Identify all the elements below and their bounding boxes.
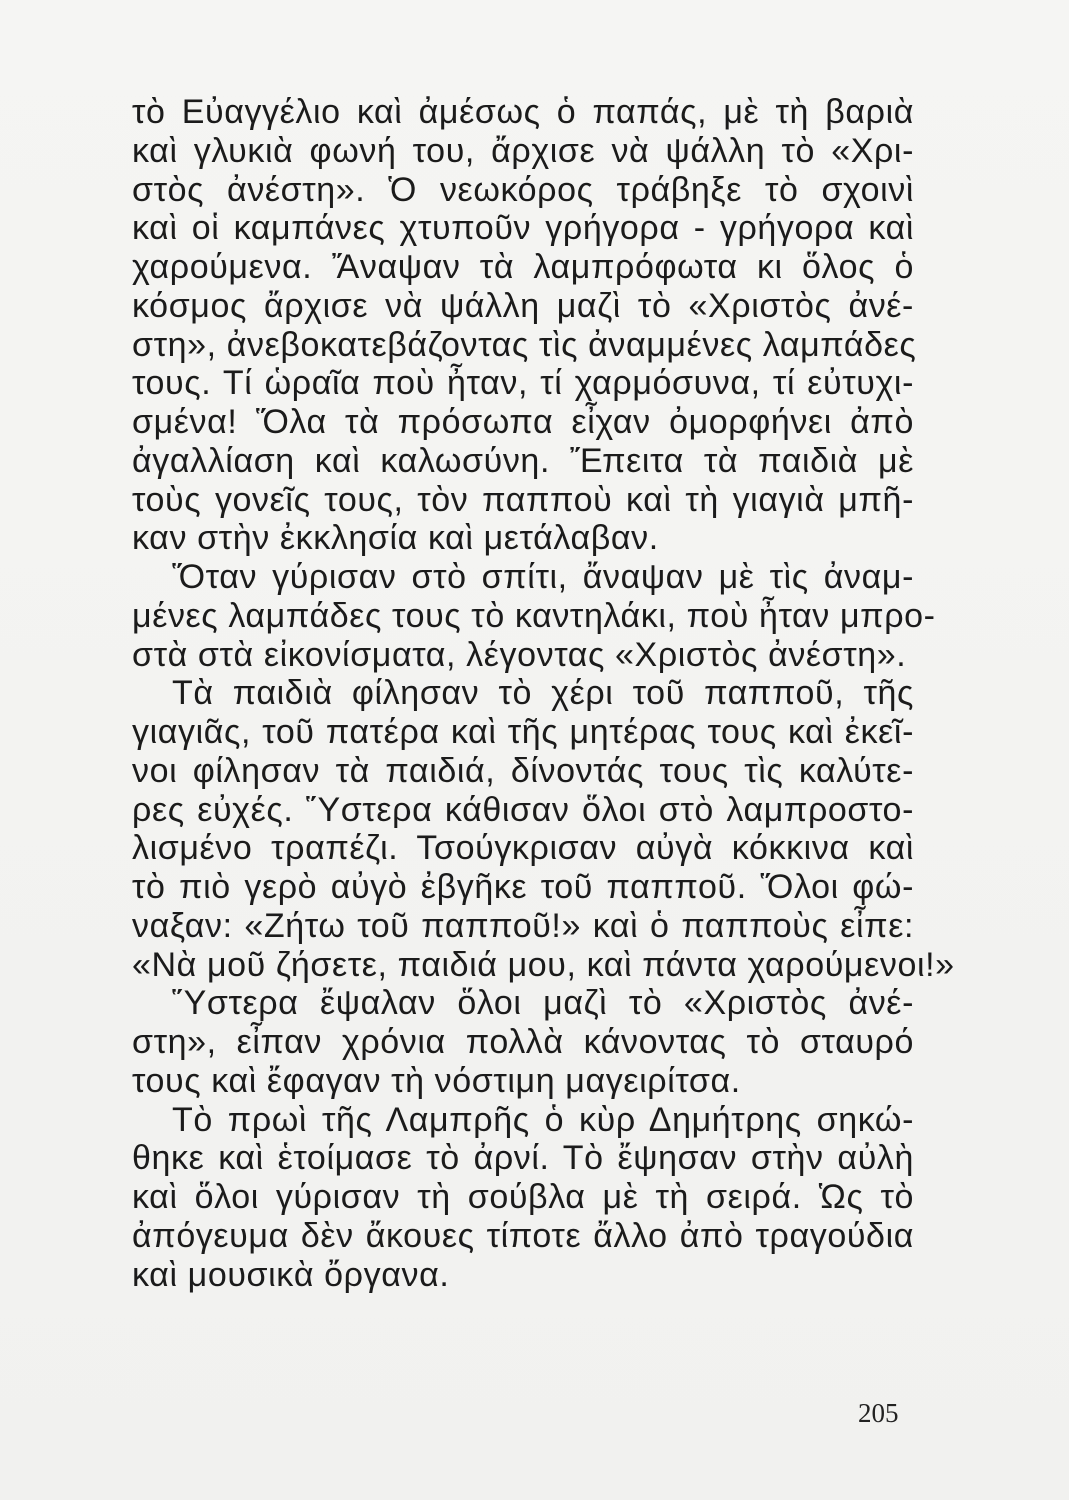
text-line: στη», εἶπαν χρόνια πολλὰ κάνοντας τὸ σταυρό bbox=[132, 1023, 914, 1061]
text-line: μένες λαμπάδες τους τὸ καντηλάκι, ποὺ ἦταν μπρο- bbox=[132, 596, 936, 635]
text-line: στὰ στὰ εἰκονίσματα, λέγοντας «Χριστὸς ἀνέστη». bbox=[132, 635, 907, 674]
text-line: τους καὶ ἔφαγαν τὴ νόστιμη μαγειρίτσα. bbox=[132, 1061, 741, 1100]
text-line: τοὺς γονεῖς τους, τὸν παπποὺ καὶ τὴ γιαγιὰ μπῆ- bbox=[132, 480, 914, 519]
text-line: χαρούμενα. Ἄναψαν τὰ λαμπρόφωτα κι ὅλος ὁ bbox=[132, 248, 914, 286]
text-line: γιαγιᾶς, τοῦ πατέρα καὶ τῆς μητέρας τους καὶ ἐκεῖ- bbox=[132, 713, 914, 751]
text-line: καὶ μουσικὰ ὄργανα. bbox=[132, 1255, 450, 1294]
text-line: Τὸ πρωὶ τῆς Λαμπρῆς ὁ κὺρ Δημήτρης σηκώ- bbox=[172, 1100, 914, 1139]
text-line: καὶ οἱ καμπάνες χτυποῦν γρήγορα - γρήγορα καὶ bbox=[132, 209, 914, 248]
text-line: Ὕστερα ἔψαλαν ὅλοι μαζὶ τὸ «Χριστὸς ἀνέ- bbox=[172, 984, 914, 1023]
text-line: «Νὰ μοῦ ζήσετε, παιδιά μου, καὶ πάντα χαρούμενοι!» bbox=[132, 945, 955, 984]
text-line: νοι φίλησαν τὰ παιδιά, δίνοντάς τους τὶς καλύτε- bbox=[132, 751, 914, 790]
text-line: σμένα! Ὅλα τὰ πρόσωπα εἶχαν ὀμορφήνει ἀπὸ bbox=[132, 403, 914, 441]
text-line: στη», ἀνεβοκατεβάζοντας τὶς ἀναμμένες λαμπάδες bbox=[132, 325, 917, 364]
text-line: ἀγαλλίαση καὶ καλωσύνη. Ἔπειτα τὰ παιδιὰ μὲ bbox=[132, 441, 914, 480]
text-line: τους. Τί ὡραῖα ποὺ ἦταν, τί χαρμόσυνα, τί εὐτυχι- bbox=[132, 364, 914, 403]
text-line: καὶ γλυκιὰ φωνή του, ἄρχισε νὰ ψάλλη τὸ «Χρι- bbox=[132, 131, 914, 170]
text-line: θηκε καὶ ἑτοίμασε τὸ ἀρνί. Τὸ ἔψησαν στὴν αὐλὴ bbox=[132, 1139, 914, 1178]
text-line: λισμένο τραπέζι. Τσούγκρισαν αὐγὰ κόκκινα καὶ bbox=[132, 829, 914, 868]
text-line: ἀπόγευμα δὲν ἄκουες τίποτε ἄλλο ἀπὸ τραγούδια bbox=[132, 1216, 914, 1255]
text-line: τὸ Εὐαγγέλιο καὶ ἀμέσως ὁ παπάς, μὲ τὴ βαριὰ bbox=[132, 93, 914, 131]
text-line: στὸς ἀνέστη». Ὁ νεωκόρος τράβηξε τὸ σχοινὶ bbox=[132, 170, 914, 209]
text-line: κόσμος ἄρχισε νὰ ψάλλη μαζὶ τὸ «Χριστὸς ἀνέ- bbox=[132, 286, 914, 325]
text-line: καν στὴν ἐκκλησία καὶ μετάλαβαν. bbox=[132, 519, 659, 558]
text-line: ναξαν: «Ζήτω τοῦ παπποῦ!» καὶ ὁ παπποὺς εἶπε: bbox=[132, 906, 914, 945]
text-line: καὶ ὅλοι γύρισαν τὴ σούβλα μὲ τὴ σειρά. Ὡς τὸ bbox=[132, 1178, 914, 1216]
body-text bbox=[132, 93, 955, 1294]
text-line: τὸ πιὸ γερὸ αὐγὸ ἐβγῆκε τοῦ παπποῦ. Ὅλοι φώ- bbox=[132, 868, 914, 906]
page-number: 205 bbox=[858, 1398, 899, 1428]
text-line: Ὅταν γύρισαν στὸ σπίτι, ἄναψαν μὲ τὶς ἀναμ- bbox=[172, 558, 914, 596]
text-line: ρες εὐχές. Ὕστερα κάθισαν ὅλοι στὸ λαμπροστο- bbox=[132, 790, 914, 829]
text-line: Τὰ παιδιὰ φίλησαν τὸ χέρι τοῦ παπποῦ, τῆς bbox=[172, 674, 914, 713]
